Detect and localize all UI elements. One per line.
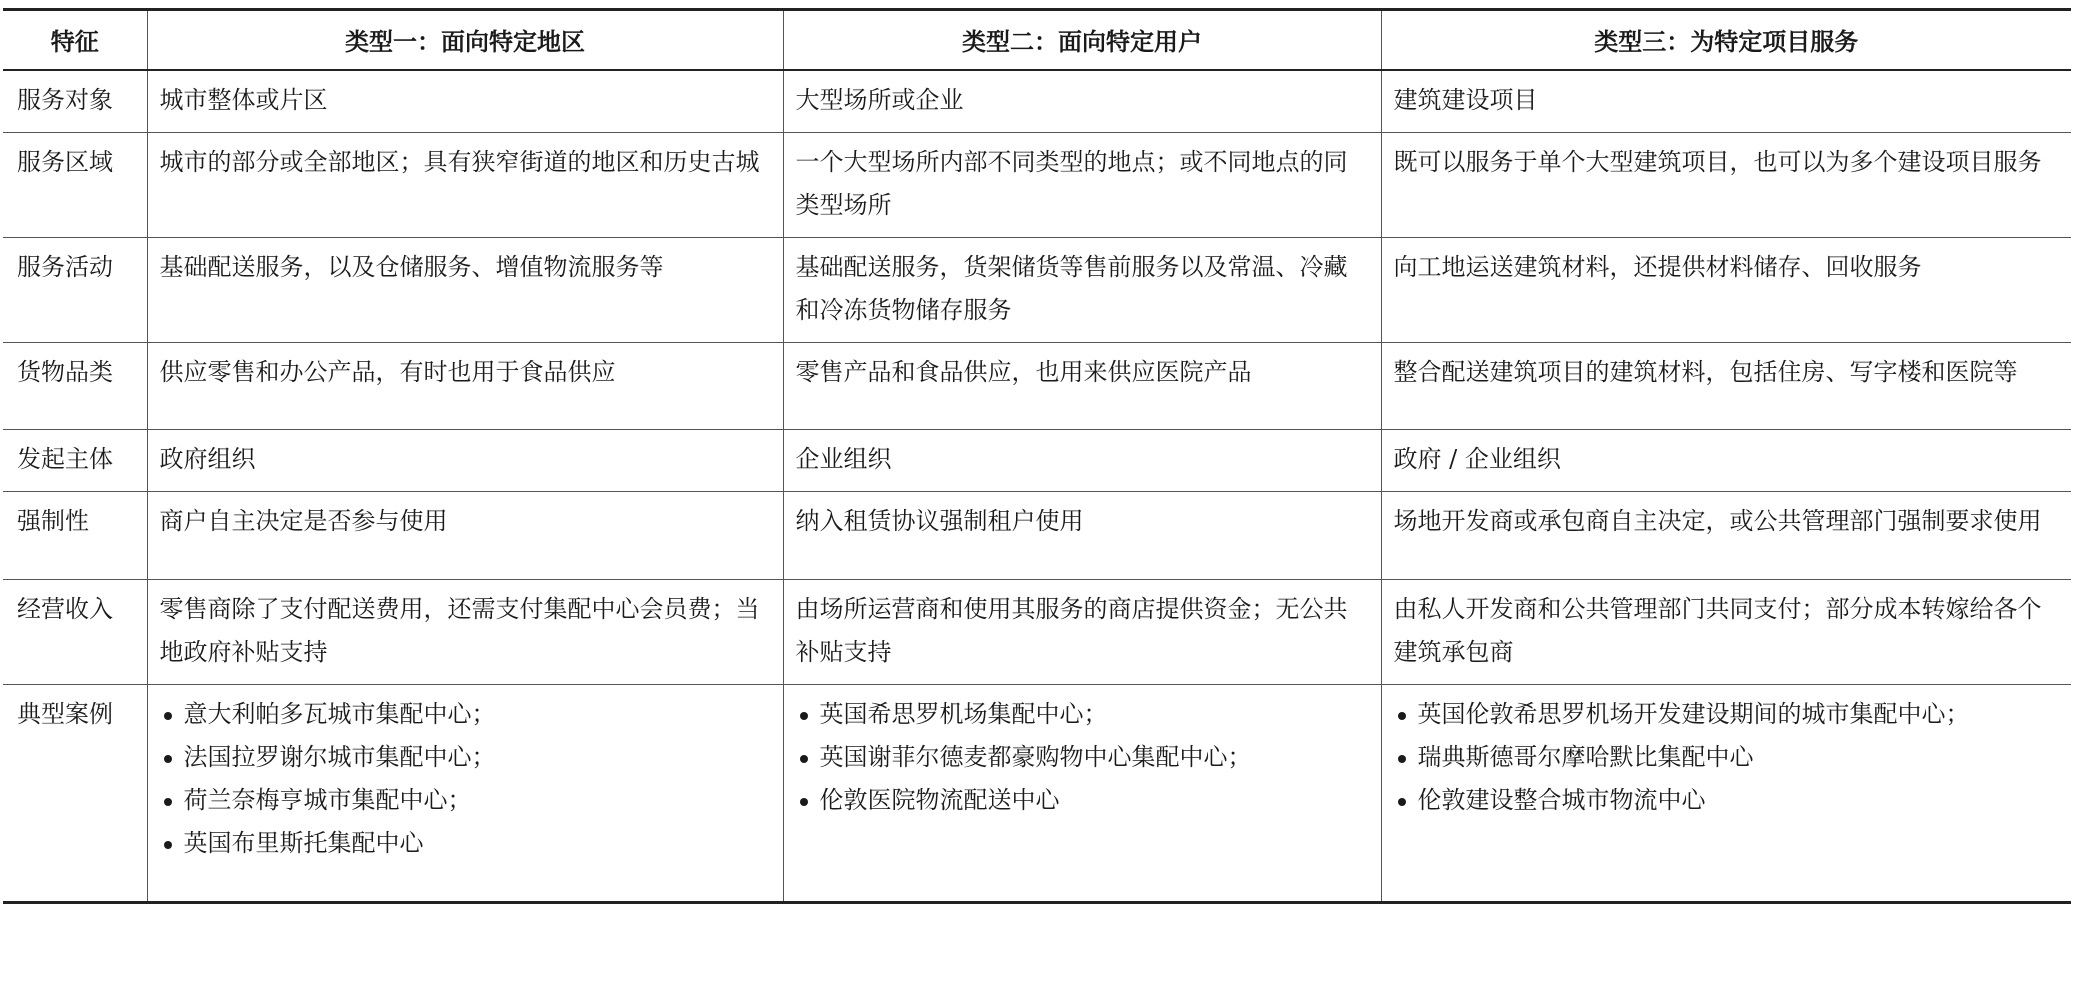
table-cell: 基础配送服务，以及仓储服务、增值物流服务等 bbox=[147, 237, 783, 342]
table-row bbox=[3, 429, 2071, 491]
table-cell: 城市整体或片区 bbox=[147, 70, 783, 133]
table-cell: 商户自主决定是否参与使用 bbox=[147, 491, 783, 579]
row-label: 强制性 bbox=[3, 491, 147, 579]
header-type-one: 类型一：面向特定地区 bbox=[147, 10, 783, 70]
table-row bbox=[3, 70, 2071, 133]
table-row bbox=[3, 132, 2071, 237]
table-cell: 零售商除了支付配送费用，还需支付集配中心会员费；当地政府补贴支持 bbox=[147, 579, 783, 684]
row-label: 货物品类 bbox=[3, 342, 147, 429]
table-row bbox=[3, 237, 2071, 342]
list-item: 伦敦医院物流配送中心 bbox=[796, 779, 1369, 822]
row-label: 经营收入 bbox=[3, 579, 147, 684]
header-feature: 特征 bbox=[3, 10, 147, 70]
table-cell: 由场所运营商和使用其服务的商店提供资金；无公共补贴支持 bbox=[783, 579, 1381, 684]
row-label: 服务区域 bbox=[3, 132, 147, 237]
header-row bbox=[3, 10, 2071, 70]
row-label: 服务活动 bbox=[3, 237, 147, 342]
table-cell: 向工地运送建筑材料，还提供材料储存、回收服务 bbox=[1381, 237, 2071, 342]
table-cell: 建筑建设项目 bbox=[1381, 70, 2071, 133]
table-cell: 既可以服务于单个大型建筑项目，也可以为多个建设项目服务 bbox=[1381, 132, 2071, 237]
table-row bbox=[3, 491, 2071, 579]
comparison-table bbox=[3, 8, 2071, 904]
table-cell: 由私人开发商和公共管理部门共同支付；部分成本转嫁给各个建筑承包商 bbox=[1381, 579, 2071, 684]
list-item: 伦敦建设整合城市物流中心 bbox=[1394, 779, 2060, 822]
table-cell: 基础配送服务，货架储货等售前服务以及常温、冷藏和冷冻货物储存服务 bbox=[783, 237, 1381, 342]
list-item: 英国谢菲尔德麦都豪购物中心集配中心； bbox=[796, 736, 1369, 779]
table-cell: 供应零售和办公产品，有时也用于食品供应 bbox=[147, 342, 783, 429]
table-cell: 政府组织 bbox=[147, 429, 783, 491]
case-list bbox=[160, 693, 771, 865]
list-item: 英国布里斯托集配中心 bbox=[160, 822, 771, 865]
list-item: 瑞典斯德哥尔摩哈默比集配中心 bbox=[1394, 736, 2060, 779]
table-row bbox=[3, 579, 2071, 684]
row-label: 服务对象 bbox=[3, 70, 147, 133]
list-item: 英国伦敦希思罗机场开发建设期间的城市集配中心； bbox=[1394, 693, 2060, 736]
list-item: 荷兰奈梅亨城市集配中心； bbox=[160, 779, 771, 822]
row-label: 发起主体 bbox=[3, 429, 147, 491]
table-cell bbox=[147, 684, 783, 902]
table-cell bbox=[783, 684, 1381, 902]
list-item: 英国希思罗机场集配中心； bbox=[796, 693, 1369, 736]
table-cell: 城市的部分或全部地区；具有狭窄街道的地区和历史古城 bbox=[147, 132, 783, 237]
table-cell: 纳入租赁协议强制租户使用 bbox=[783, 491, 1381, 579]
table-cell: 零售产品和食品供应，也用来供应医院产品 bbox=[783, 342, 1381, 429]
table-cell: 场地开发商或承包商自主决定，或公共管理部门强制要求使用 bbox=[1381, 491, 2071, 579]
table-row bbox=[3, 342, 2071, 429]
list-item: 法国拉罗谢尔城市集配中心； bbox=[160, 736, 771, 779]
table-cell: 企业组织 bbox=[783, 429, 1381, 491]
comparison-table-wrapper bbox=[3, 8, 2071, 904]
row-label: 典型案例 bbox=[3, 684, 147, 902]
table-cell bbox=[1381, 684, 2071, 902]
table-cell: 一个大型场所内部不同类型的地点；或不同地点的同类型场所 bbox=[783, 132, 1381, 237]
table-row-cases bbox=[3, 684, 2071, 902]
table-cell: 整合配送建筑项目的建筑材料，包括住房、写字楼和医院等 bbox=[1381, 342, 2071, 429]
list-item: 意大利帕多瓦城市集配中心； bbox=[160, 693, 771, 736]
case-list bbox=[796, 693, 1369, 822]
table-cell: 大型场所或企业 bbox=[783, 70, 1381, 133]
header-type-three: 类型三：为特定项目服务 bbox=[1381, 10, 2071, 70]
table-cell: 政府 / 企业组织 bbox=[1381, 429, 2071, 491]
case-list bbox=[1394, 693, 2060, 822]
header-type-two: 类型二：面向特定用户 bbox=[783, 10, 1381, 70]
